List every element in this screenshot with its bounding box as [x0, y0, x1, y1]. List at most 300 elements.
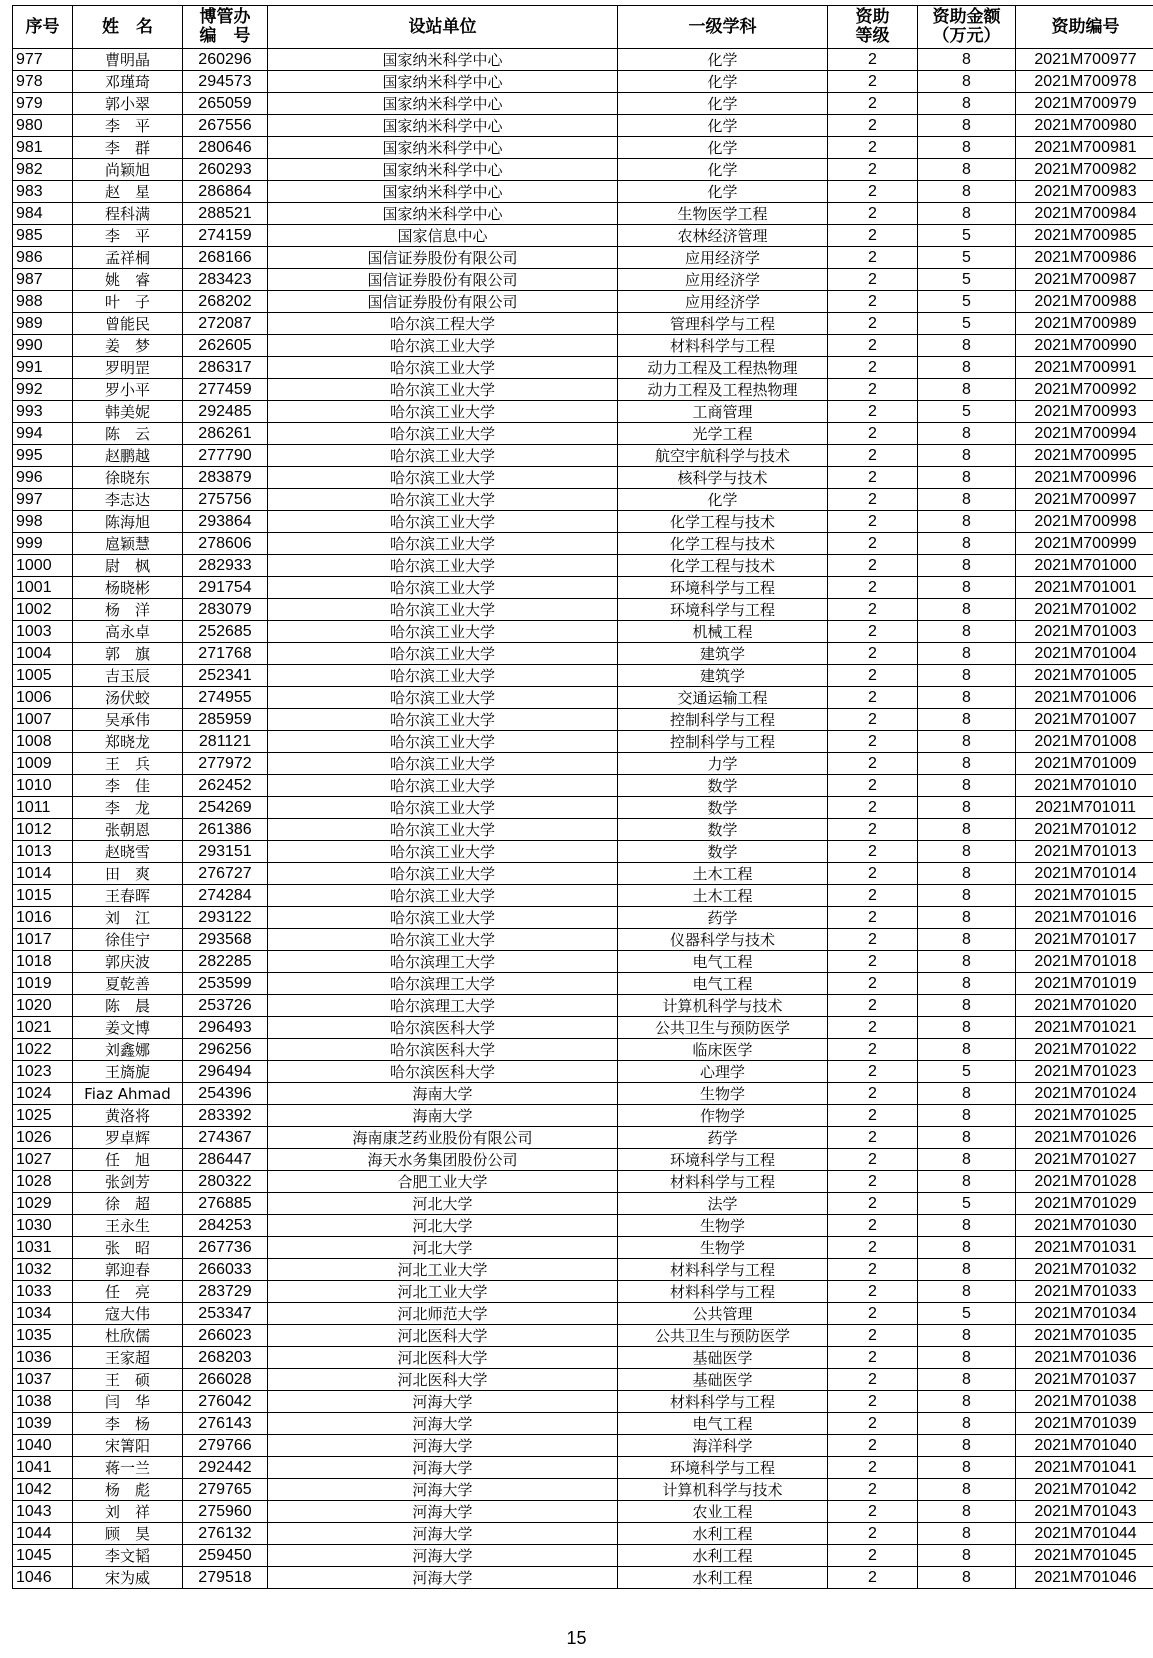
cell-bgb-number: 262452 [183, 775, 268, 797]
cell-name: 罗卓辉 [73, 1127, 183, 1149]
cell-seq: 995 [13, 445, 73, 467]
cell-name: 任 旭 [73, 1149, 183, 1171]
cell-discipline: 作物学 [618, 1105, 828, 1127]
cell-name: 闫 华 [73, 1391, 183, 1413]
cell-name: 寇大伟 [73, 1303, 183, 1325]
cell-seq: 1023 [13, 1061, 73, 1083]
cell-level: 2 [828, 1083, 918, 1105]
table-row [13, 1259, 1153, 1281]
cell-amount: 8 [918, 797, 1016, 819]
cell-amount: 8 [918, 1171, 1016, 1193]
cell-discipline: 建筑学 [618, 665, 828, 687]
cell-level: 2 [828, 71, 918, 93]
cell-unit: 河海大学 [268, 1501, 618, 1523]
cell-unit: 哈尔滨工业大学 [268, 797, 618, 819]
cell-bgb-number: 292485 [183, 401, 268, 423]
cell-level: 2 [828, 1281, 918, 1303]
cell-seq: 1009 [13, 753, 73, 775]
cell-bgb-number: 279766 [183, 1435, 268, 1457]
cell-unit: 河北师范大学 [268, 1303, 618, 1325]
table-row [13, 1215, 1153, 1237]
cell-discipline: 生物学 [618, 1215, 828, 1237]
cell-name: 曾能民 [73, 313, 183, 335]
header-level [828, 6, 918, 49]
cell-name: 宋为威 [73, 1567, 183, 1589]
cell-discipline: 临床医学 [618, 1039, 828, 1061]
cell-code: 2021M700979 [1016, 93, 1153, 115]
cell-discipline: 药学 [618, 907, 828, 929]
cell-bgb-number: 268202 [183, 291, 268, 313]
cell-amount: 8 [918, 555, 1016, 577]
cell-unit: 河海大学 [268, 1567, 618, 1589]
cell-bgb-number: 261386 [183, 819, 268, 841]
cell-amount: 5 [918, 291, 1016, 313]
cell-code: 2021M701012 [1016, 819, 1153, 841]
cell-level: 2 [828, 533, 918, 555]
table-row [13, 929, 1153, 951]
cell-code: 2021M700980 [1016, 115, 1153, 137]
cell-seq: 1046 [13, 1567, 73, 1589]
cell-discipline: 公共管理 [618, 1303, 828, 1325]
cell-name: 孟祥桐 [73, 247, 183, 269]
cell-level: 2 [828, 423, 918, 445]
cell-code: 2021M700981 [1016, 137, 1153, 159]
cell-code: 2021M701004 [1016, 643, 1153, 665]
cell-discipline: 力学 [618, 753, 828, 775]
cell-discipline: 动力工程及工程热物理 [618, 357, 828, 379]
cell-seq: 1027 [13, 1149, 73, 1171]
cell-seq: 1026 [13, 1127, 73, 1149]
cell-amount: 5 [918, 1061, 1016, 1083]
cell-amount: 8 [918, 49, 1016, 71]
cell-unit: 哈尔滨工业大学 [268, 379, 618, 401]
cell-name: 陈海旭 [73, 511, 183, 533]
cell-level: 2 [828, 291, 918, 313]
table-row [13, 885, 1153, 907]
cell-bgb-number: 265059 [183, 93, 268, 115]
cell-name: 杨 洋 [73, 599, 183, 621]
cell-bgb-number: 260293 [183, 159, 268, 181]
cell-name: 顾 昊 [73, 1523, 183, 1545]
cell-bgb-number: 274367 [183, 1127, 268, 1149]
cell-bgb-number: 292442 [183, 1457, 268, 1479]
cell-discipline: 应用经济学 [618, 247, 828, 269]
cell-discipline: 水利工程 [618, 1523, 828, 1545]
cell-code: 2021M700993 [1016, 401, 1153, 423]
cell-code: 2021M701001 [1016, 577, 1153, 599]
table-row [13, 467, 1153, 489]
cell-unit: 哈尔滨理工大学 [268, 973, 618, 995]
cell-unit: 哈尔滨工业大学 [268, 665, 618, 687]
cell-amount: 8 [918, 1215, 1016, 1237]
cell-unit: 河海大学 [268, 1457, 618, 1479]
cell-level: 2 [828, 1479, 918, 1501]
cell-bgb-number: 281121 [183, 731, 268, 753]
cell-unit: 哈尔滨工业大学 [268, 335, 618, 357]
cell-amount: 8 [918, 841, 1016, 863]
cell-code: 2021M700986 [1016, 247, 1153, 269]
cell-amount: 8 [918, 1325, 1016, 1347]
cell-bgb-number: 252341 [183, 665, 268, 687]
cell-bgb-number: 283079 [183, 599, 268, 621]
cell-discipline: 农林经济管理 [618, 225, 828, 247]
cell-seq: 984 [13, 203, 73, 225]
cell-level: 2 [828, 1325, 918, 1347]
cell-code: 2021M701025 [1016, 1105, 1153, 1127]
cell-name: 陈 晨 [73, 995, 183, 1017]
cell-unit: 海南大学 [268, 1083, 618, 1105]
cell-level: 2 [828, 489, 918, 511]
cell-amount: 8 [918, 423, 1016, 445]
cell-amount: 8 [918, 335, 1016, 357]
cell-code: 2021M701020 [1016, 995, 1153, 1017]
cell-unit: 国家纳米科学中心 [268, 203, 618, 225]
cell-amount: 8 [918, 379, 1016, 401]
cell-amount: 8 [918, 1237, 1016, 1259]
cell-bgb-number: 280322 [183, 1171, 268, 1193]
cell-seq: 1025 [13, 1105, 73, 1127]
cell-discipline: 电气工程 [618, 973, 828, 995]
table-row [13, 1369, 1153, 1391]
cell-seq: 1019 [13, 973, 73, 995]
cell-name: 赵 星 [73, 181, 183, 203]
table-row [13, 1567, 1153, 1589]
cell-level: 2 [828, 1171, 918, 1193]
cell-code: 2021M701015 [1016, 885, 1153, 907]
cell-discipline: 化学 [618, 115, 828, 137]
cell-level: 2 [828, 1303, 918, 1325]
cell-unit: 哈尔滨理工大学 [268, 995, 618, 1017]
cell-amount: 8 [918, 709, 1016, 731]
cell-bgb-number: 283392 [183, 1105, 268, 1127]
cell-code: 2021M701006 [1016, 687, 1153, 709]
cell-discipline: 心理学 [618, 1061, 828, 1083]
cell-code: 2021M701023 [1016, 1061, 1153, 1083]
cell-unit: 合肥工业大学 [268, 1171, 618, 1193]
cell-code: 2021M700989 [1016, 313, 1153, 335]
cell-seq: 1005 [13, 665, 73, 687]
cell-amount: 8 [918, 753, 1016, 775]
cell-name: 高永卓 [73, 621, 183, 643]
cell-amount: 8 [918, 929, 1016, 951]
cell-unit: 哈尔滨工业大学 [268, 863, 618, 885]
cell-seq: 1006 [13, 687, 73, 709]
funding-list-table [12, 5, 1153, 1589]
cell-seq: 998 [13, 511, 73, 533]
cell-amount: 8 [918, 863, 1016, 885]
table-row [13, 313, 1153, 335]
cell-seq: 983 [13, 181, 73, 203]
cell-name: 郭 旗 [73, 643, 183, 665]
cell-unit: 国信证券股份有限公司 [268, 291, 618, 313]
cell-code: 2021M701014 [1016, 863, 1153, 885]
cell-code: 2021M701018 [1016, 951, 1153, 973]
cell-name: 罗明罡 [73, 357, 183, 379]
table-row [13, 753, 1153, 775]
cell-discipline: 动力工程及工程热物理 [618, 379, 828, 401]
cell-amount: 8 [918, 489, 1016, 511]
cell-level: 2 [828, 951, 918, 973]
cell-name: 尉 枫 [73, 555, 183, 577]
cell-name: 徐 超 [73, 1193, 183, 1215]
cell-bgb-number: 254396 [183, 1083, 268, 1105]
cell-seq: 1004 [13, 643, 73, 665]
cell-amount: 5 [918, 247, 1016, 269]
cell-code: 2021M701045 [1016, 1545, 1153, 1567]
cell-seq: 996 [13, 467, 73, 489]
table-row [13, 181, 1153, 203]
cell-amount: 8 [918, 599, 1016, 621]
cell-seq: 1000 [13, 555, 73, 577]
cell-discipline: 生物医学工程 [618, 203, 828, 225]
cell-seq: 1013 [13, 841, 73, 863]
cell-amount: 8 [918, 665, 1016, 687]
cell-bgb-number: 272087 [183, 313, 268, 335]
cell-code: 2021M701007 [1016, 709, 1153, 731]
cell-level: 2 [828, 1501, 918, 1523]
cell-name: 王永生 [73, 1215, 183, 1237]
cell-unit: 河海大学 [268, 1391, 618, 1413]
cell-name: 任 亮 [73, 1281, 183, 1303]
table-row [13, 71, 1153, 93]
cell-amount: 8 [918, 1567, 1016, 1589]
cell-unit: 河海大学 [268, 1523, 618, 1545]
table-row [13, 335, 1153, 357]
cell-discipline: 电气工程 [618, 1413, 828, 1435]
cell-seq: 993 [13, 401, 73, 423]
cell-code: 2021M701013 [1016, 841, 1153, 863]
cell-amount: 8 [918, 467, 1016, 489]
cell-unit: 哈尔滨工业大学 [268, 357, 618, 379]
cell-unit: 河海大学 [268, 1479, 618, 1501]
cell-name: 陈 云 [73, 423, 183, 445]
cell-unit: 河北大学 [268, 1237, 618, 1259]
cell-level: 2 [828, 335, 918, 357]
cell-bgb-number: 282933 [183, 555, 268, 577]
cell-amount: 8 [918, 1479, 1016, 1501]
table-row [13, 357, 1153, 379]
cell-code: 2021M700984 [1016, 203, 1153, 225]
cell-level: 2 [828, 1215, 918, 1237]
table-row [13, 951, 1153, 973]
cell-amount: 5 [918, 1193, 1016, 1215]
cell-code: 2021M700982 [1016, 159, 1153, 181]
header-code: 资助编号 [1016, 6, 1153, 49]
cell-code: 2021M701031 [1016, 1237, 1153, 1259]
cell-bgb-number: 282285 [183, 951, 268, 973]
cell-code: 2021M700994 [1016, 423, 1153, 445]
cell-code: 2021M701037 [1016, 1369, 1153, 1391]
cell-seq: 1015 [13, 885, 73, 907]
cell-amount: 8 [918, 1413, 1016, 1435]
cell-level: 2 [828, 181, 918, 203]
table-row [13, 775, 1153, 797]
cell-level: 2 [828, 313, 918, 335]
cell-amount: 8 [918, 907, 1016, 929]
table-row [13, 115, 1153, 137]
table-row [13, 247, 1153, 269]
cell-discipline: 材料科学与工程 [618, 1259, 828, 1281]
cell-code: 2021M701034 [1016, 1303, 1153, 1325]
cell-seq: 1029 [13, 1193, 73, 1215]
cell-level: 2 [828, 159, 918, 181]
cell-amount: 8 [918, 1391, 1016, 1413]
table-row [13, 401, 1153, 423]
cell-code: 2021M701033 [1016, 1281, 1153, 1303]
cell-code: 2021M701022 [1016, 1039, 1153, 1061]
cell-seq: 1012 [13, 819, 73, 841]
cell-seq: 992 [13, 379, 73, 401]
cell-discipline: 建筑学 [618, 643, 828, 665]
cell-amount: 8 [918, 1281, 1016, 1303]
cell-level: 2 [828, 687, 918, 709]
header-bgb-number [183, 6, 268, 49]
header-bgb-line1: 博管办 [199, 7, 251, 27]
cell-code: 2021M700999 [1016, 533, 1153, 555]
table-row [13, 841, 1153, 863]
cell-unit: 河海大学 [268, 1413, 618, 1435]
cell-discipline: 计算机科学与技术 [618, 1479, 828, 1501]
cell-level: 2 [828, 863, 918, 885]
cell-name: 叶 子 [73, 291, 183, 313]
cell-discipline: 法学 [618, 1193, 828, 1215]
cell-bgb-number: 274284 [183, 885, 268, 907]
table-row [13, 973, 1153, 995]
cell-unit: 哈尔滨工程大学 [268, 313, 618, 335]
cell-unit: 哈尔滨工业大学 [268, 533, 618, 555]
cell-name: 尚颖旭 [73, 159, 183, 181]
cell-name: 姜 梦 [73, 335, 183, 357]
cell-unit: 哈尔滨工业大学 [268, 841, 618, 863]
table-row [13, 1039, 1153, 1061]
cell-code: 2021M701008 [1016, 731, 1153, 753]
table-row [13, 1171, 1153, 1193]
cell-unit: 哈尔滨理工大学 [268, 951, 618, 973]
cell-name: 王春晖 [73, 885, 183, 907]
cell-bgb-number: 293864 [183, 511, 268, 533]
table-row [13, 1303, 1153, 1325]
cell-seq: 986 [13, 247, 73, 269]
cell-amount: 8 [918, 445, 1016, 467]
table-row [13, 423, 1153, 445]
table-row [13, 489, 1153, 511]
cell-unit: 河北工业大学 [268, 1281, 618, 1303]
cell-amount: 8 [918, 1017, 1016, 1039]
cell-name: 李 群 [73, 137, 183, 159]
cell-level: 2 [828, 1347, 918, 1369]
cell-code: 2021M701026 [1016, 1127, 1153, 1149]
cell-amount: 5 [918, 269, 1016, 291]
table-row [13, 49, 1153, 71]
cell-name: 罗小平 [73, 379, 183, 401]
cell-bgb-number: 285959 [183, 709, 268, 731]
cell-unit: 哈尔滨医科大学 [268, 1061, 618, 1083]
cell-name: 张朝恩 [73, 819, 183, 841]
cell-amount: 8 [918, 1369, 1016, 1391]
table-row [13, 1105, 1153, 1127]
cell-seq: 1037 [13, 1369, 73, 1391]
cell-unit: 国信证券股份有限公司 [268, 269, 618, 291]
cell-amount: 8 [918, 1039, 1016, 1061]
cell-code: 2021M700985 [1016, 225, 1153, 247]
cell-bgb-number: 253599 [183, 973, 268, 995]
cell-name: 徐佳宁 [73, 929, 183, 951]
cell-bgb-number: 286317 [183, 357, 268, 379]
table-row [13, 533, 1153, 555]
cell-discipline: 材料科学与工程 [618, 1281, 828, 1303]
cell-seq: 1034 [13, 1303, 73, 1325]
cell-seq: 1040 [13, 1435, 73, 1457]
cell-level: 2 [828, 247, 918, 269]
cell-discipline: 数学 [618, 775, 828, 797]
cell-seq: 1038 [13, 1391, 73, 1413]
cell-code: 2021M701019 [1016, 973, 1153, 995]
cell-seq: 997 [13, 489, 73, 511]
cell-name: 王家超 [73, 1347, 183, 1369]
cell-discipline: 土木工程 [618, 863, 828, 885]
cell-discipline: 材料科学与工程 [618, 1171, 828, 1193]
cell-unit: 河北工业大学 [268, 1259, 618, 1281]
cell-discipline: 化学 [618, 49, 828, 71]
cell-amount: 8 [918, 731, 1016, 753]
cell-amount: 8 [918, 621, 1016, 643]
cell-discipline: 计算机科学与技术 [618, 995, 828, 1017]
cell-name: 李 平 [73, 225, 183, 247]
cell-amount: 8 [918, 1149, 1016, 1171]
cell-amount: 8 [918, 181, 1016, 203]
cell-unit: 河北大学 [268, 1193, 618, 1215]
cell-name: 姜文博 [73, 1017, 183, 1039]
cell-amount: 8 [918, 1259, 1016, 1281]
cell-bgb-number: 271768 [183, 643, 268, 665]
table-row [13, 1523, 1153, 1545]
cell-level: 2 [828, 973, 918, 995]
cell-unit: 哈尔滨工业大学 [268, 555, 618, 577]
cell-unit: 国家纳米科学中心 [268, 115, 618, 137]
cell-unit: 海天水务集团股份公司 [268, 1149, 618, 1171]
cell-name: 李志达 [73, 489, 183, 511]
cell-discipline: 材料科学与工程 [618, 335, 828, 357]
header-unit: 设站单位 [268, 6, 618, 49]
cell-seq: 994 [13, 423, 73, 445]
cell-discipline: 数学 [618, 797, 828, 819]
cell-bgb-number: 291754 [183, 577, 268, 599]
cell-discipline: 数学 [618, 841, 828, 863]
table-row [13, 269, 1153, 291]
cell-amount: 8 [918, 951, 1016, 973]
cell-unit: 河北医科大学 [268, 1369, 618, 1391]
cell-level: 2 [828, 93, 918, 115]
cell-bgb-number: 294573 [183, 71, 268, 93]
cell-unit: 哈尔滨工业大学 [268, 489, 618, 511]
cell-level: 2 [828, 885, 918, 907]
table-row [13, 1083, 1153, 1105]
cell-level: 2 [828, 797, 918, 819]
cell-seq: 1002 [13, 599, 73, 621]
cell-discipline: 机械工程 [618, 621, 828, 643]
table-row [13, 379, 1153, 401]
cell-level: 2 [828, 1567, 918, 1589]
table-row [13, 1281, 1153, 1303]
cell-bgb-number: 293151 [183, 841, 268, 863]
cell-unit: 国家纳米科学中心 [268, 181, 618, 203]
cell-bgb-number: 262605 [183, 335, 268, 357]
cell-unit: 国家信息中心 [268, 225, 618, 247]
cell-amount: 8 [918, 159, 1016, 181]
table-row [13, 1325, 1153, 1347]
table-row [13, 445, 1153, 467]
cell-level: 2 [828, 753, 918, 775]
